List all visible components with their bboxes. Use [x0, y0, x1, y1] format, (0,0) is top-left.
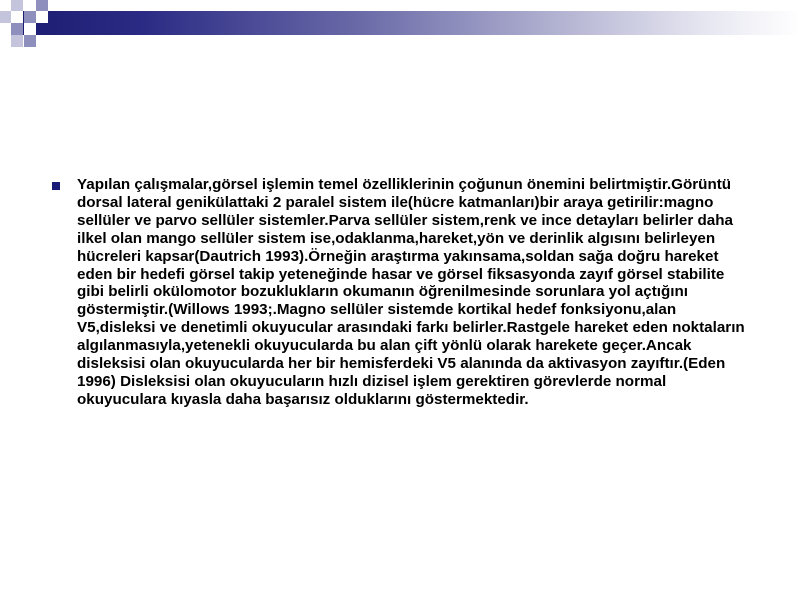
decor-square: [0, 0, 11, 11]
square-bullet-icon: [52, 182, 60, 190]
top-decoration-band: [0, 11, 800, 35]
decor-square: [36, 23, 48, 35]
decor-square: [11, 11, 23, 23]
slide-body: [52, 176, 752, 409]
decor-square: [11, 0, 23, 11]
decor-square: [36, 35, 48, 47]
decor-square: [0, 11, 11, 23]
decor-square: [0, 23, 11, 35]
bullet-item: [52, 176, 752, 409]
decor-square: [36, 0, 48, 11]
decor-square: [24, 35, 36, 47]
decor-square: [11, 23, 23, 35]
bullet-text: Yapılan çalışmalar,görsel işlemin temel özelliklerinin çoğunun önemini belirtmiştir.Görüntü dorsal lateral genikülattaki 2 paralel sistem ile(hücre katmanları)bir araya getirilir:magno sellüler ve parvo sellüler sistemler.Parva sellüler sistem,renk ve ince detayları belirler daha ilkel olan mango sellüler sistem ise,odaklanma,hareket,yön ve derinlik algısını belirleyen hücreleri kapsar(Dautrich 1993).Örneğin araştırma yakınsama,soldan sağa doğru hareket eden bir hedefi görsel takip yeteneğinde hasar ve görsel fiksasyonda zayıf görsel stabilite gibi belirli okülomotor bozuklukların okumanın öğrenilmesinde sorunlara yol açtığını göstermiştir.(Willows 1993;.Magno sellüler sistemde kortikal hedef fonksiyonu,alan V5,disleksi ve denetimli okuyucular arasındaki farkı belirler.Rastgele hareket eden noktaların algılanmasıyla,yetenekli okuyucularda bu alan çift yönlü olarak harekete geçer.Ancak disleksisi olan okuyucularda her bir hemisferdeki V5 alanında da aktivasyon zayıftır.(Eden 1996) Disleksisi olan okuyucuların hızlı dizisel işlem gerektiren görevlerde normal okuyuculara kıyasla daha başarısız olduklarını göstermektedir.: [77, 176, 745, 408]
decor-square: [24, 23, 36, 35]
decor-square: [24, 0, 36, 11]
decor-square: [11, 35, 23, 47]
decor-square: [24, 11, 36, 23]
decor-square: [36, 11, 48, 23]
